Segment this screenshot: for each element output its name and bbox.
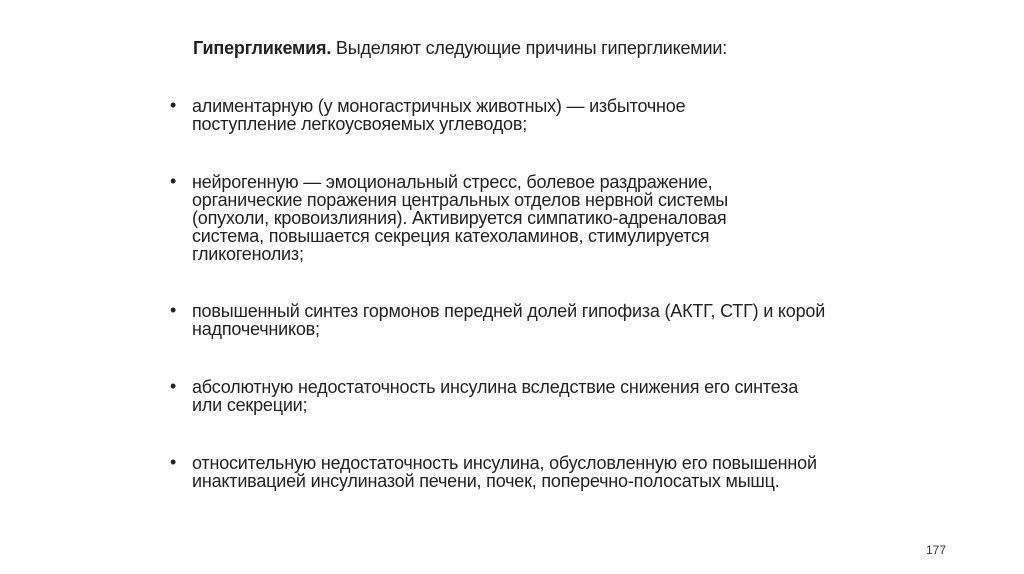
- bullet-icon: •: [170, 95, 177, 115]
- heading-text: Выделяют следующие причины гипергликемии:: [331, 38, 727, 58]
- list-item-text: абсолютную недостаточность инсулина вследствие снижения его синтеза или секреции;: [192, 377, 799, 415]
- bullet-icon: •: [170, 376, 177, 396]
- bullet-icon: •: [170, 300, 177, 320]
- list-item-text: алиментарную (у моногастричных животных) — избыточное поступление легкоусвояемых углеводов;: [192, 96, 686, 134]
- list-item: [170, 378, 810, 414]
- list-item-text: нейрогенную — эмоциональный стресс, болевое раздражение, органические поражения центральных отделов нервной системы (опухоли, кровоизлияния). Активируется симпатико-адреналовая система, повышается секреция катехоламинов, стимулируется гликогенолиз;: [192, 172, 728, 264]
- list-item: [170, 454, 840, 490]
- list-item: [170, 97, 770, 133]
- list-item: [170, 173, 790, 263]
- page-number: 177: [925, 543, 946, 557]
- heading-term: Гипергликемия.: [193, 38, 332, 58]
- list-item: [170, 302, 860, 338]
- slide-heading: [193, 37, 953, 59]
- list-item-text: относительную недостаточность инсулина, обусловленную его повышенной инактивацией инсулиназой печени, почек, поперечно-полосатых мышц.: [192, 453, 817, 491]
- bullet-icon: •: [170, 452, 177, 472]
- list-item-text: повышенный синтез гормонов передней долей гипофиза (АКТГ, СТГ) и корой надпочечников;: [192, 301, 826, 339]
- bullet-icon: •: [170, 171, 177, 191]
